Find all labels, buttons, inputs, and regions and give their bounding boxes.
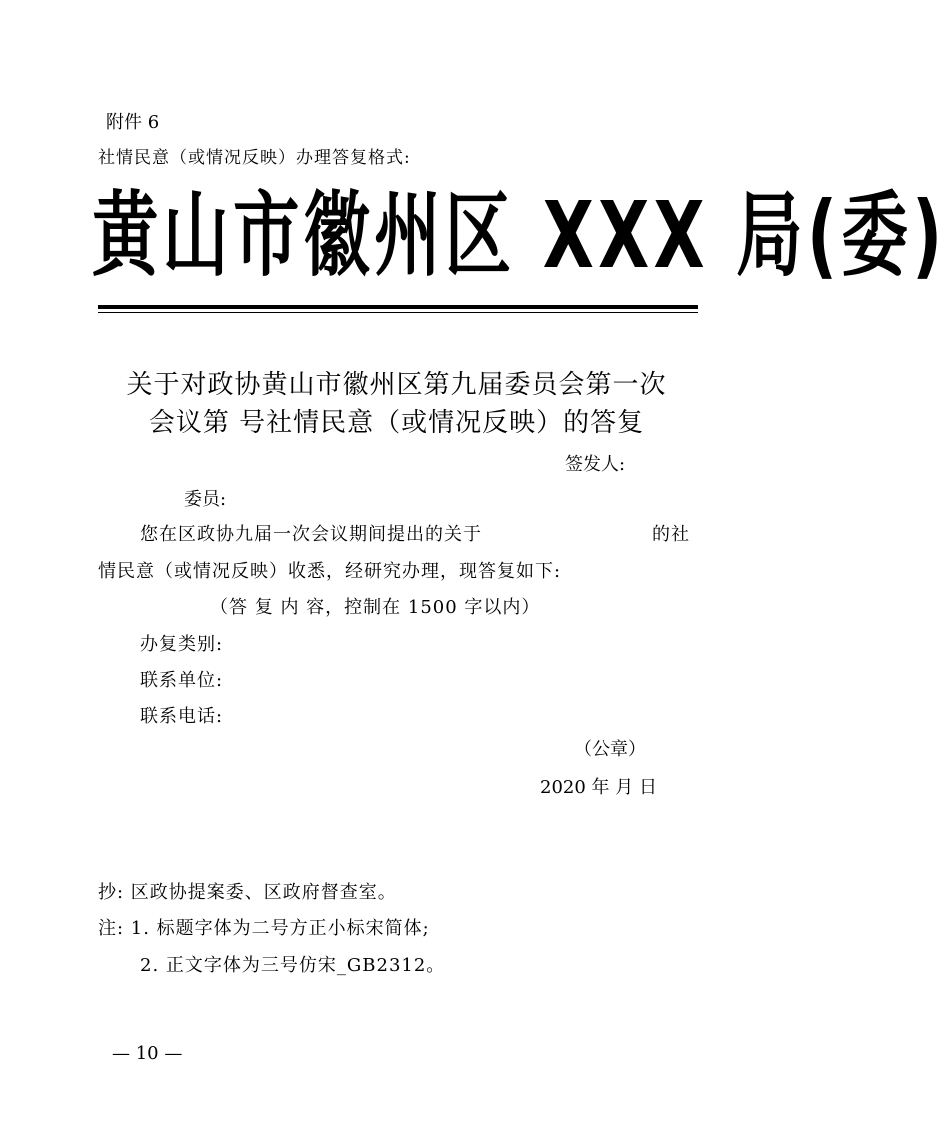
date-line: 2020 年 月 日 — [540, 777, 657, 798]
format-line: 社情民意（或情况反映）办理答复格式: — [98, 148, 411, 168]
attachment-label: 附件 6 — [106, 112, 160, 133]
signer-label: 签发人: — [565, 454, 626, 475]
addressee: 委员: — [184, 489, 227, 510]
cc-line: 抄: 区政协提案委、区政府督查室。 — [98, 882, 397, 903]
body-line-2: 情民意（或情况反映）收悉，经研究办理，现答复如下: — [98, 561, 562, 582]
reply-content-note: （答 复 内 容，控制在 1500 字以内） — [210, 597, 541, 618]
note-1: 注: 1. 标题字体为二号方正小标宋简体; — [98, 918, 430, 939]
page-number: — 10 — — [112, 1043, 183, 1064]
body-line-1-end: 的社 — [652, 524, 690, 545]
contact-unit-field: 联系单位: — [140, 670, 224, 691]
contact-phone-field: 联系电话: — [140, 706, 224, 727]
note-2: 2. 正文字体为三号仿宋_GB2312。 — [140, 955, 446, 976]
masthead-title: 黄山市徽州区 XXX 局(委) — [92, 182, 947, 289]
reply-type-field: 办复类别: — [140, 634, 224, 655]
official-seal-label: （公章） — [574, 739, 646, 760]
masthead — [92, 176, 947, 296]
masthead-rule-thin — [98, 312, 698, 313]
document-title-line-1: 关于对政协黄山市徽州区第九届委员会第一次 — [126, 370, 667, 400]
document-title-line-2: 会议第 号社情民意（或情况反映）的答复 — [148, 408, 645, 438]
masthead-rule-thick — [98, 305, 698, 309]
body-line-1: 您在区政协九届一次会议期间提出的关于 — [140, 524, 482, 545]
